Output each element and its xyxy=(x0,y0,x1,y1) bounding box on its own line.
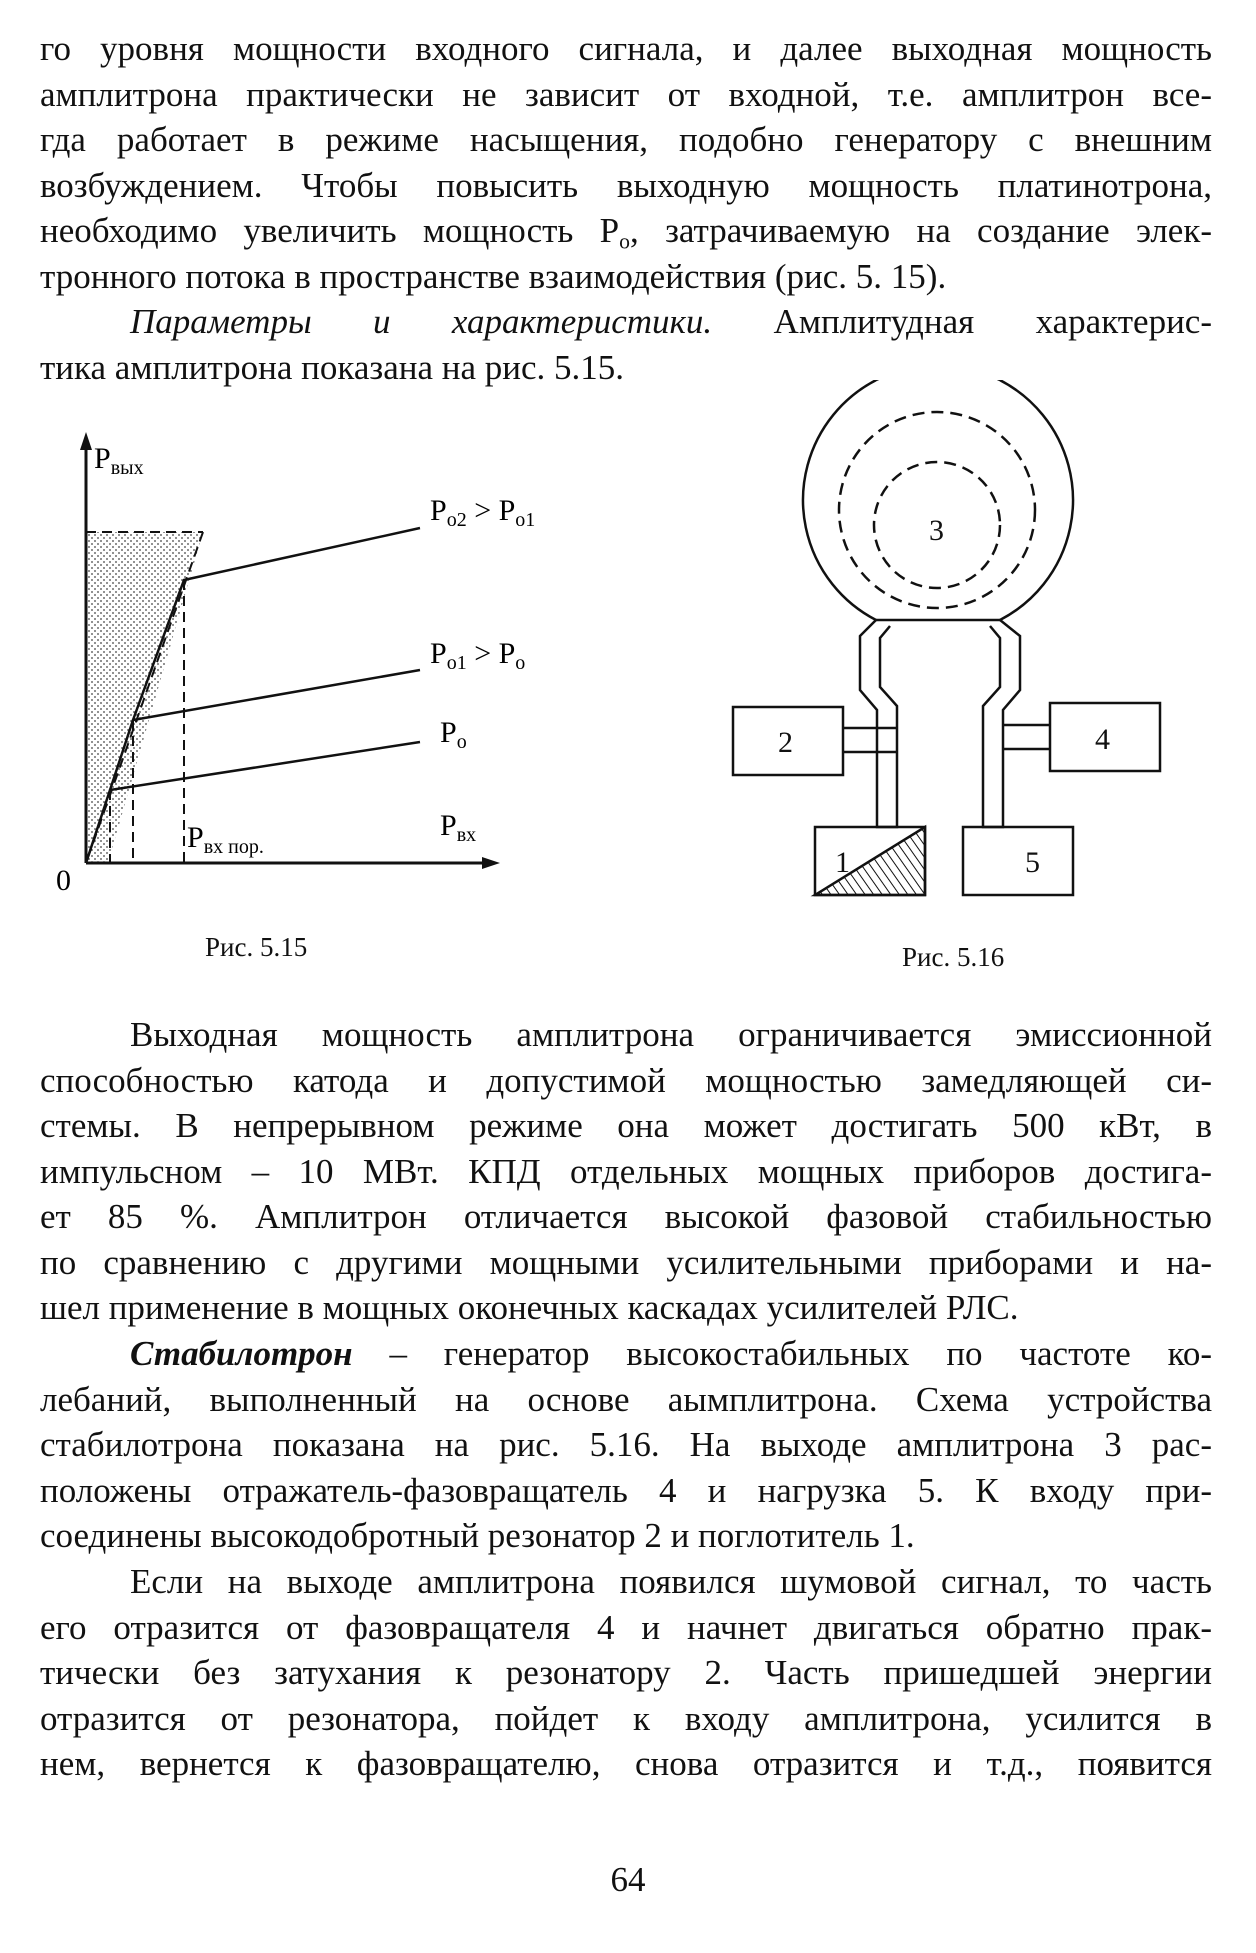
text-line: го уровня мощности входного сигнала, и далее выходная мощность xyxy=(40,29,1212,68)
text-line: соединены высокодобротный резонатор 2 и поглотитель 1. xyxy=(40,1516,915,1555)
text-line: Если на выходе амплитрона появился шумовой сигнал, то часть xyxy=(130,1562,1212,1601)
figure-5-16 xyxy=(733,380,1160,895)
label-4: 4 xyxy=(1095,723,1110,756)
dashed-circle-outer xyxy=(839,412,1035,608)
label-2: 2 xyxy=(778,726,793,759)
text-line: шел применение в мощных оконечных каскадах усилителей РЛС. xyxy=(40,1288,1019,1327)
origin-label: 0 xyxy=(56,864,71,897)
label-1: 1 xyxy=(835,846,850,879)
label-3: 3 xyxy=(929,514,944,547)
text-line xyxy=(40,299,1212,345)
text-fragment: , затрачиваемую на создание элек- xyxy=(630,211,1212,250)
paragraph-3 xyxy=(40,1012,1212,1331)
text-fragment: – генератор высокостабильных по частоте ко- xyxy=(352,1334,1212,1373)
figure-5-15 xyxy=(56,432,535,897)
text-line: гда работает в режиме насыщения, подобно генератору с внешним xyxy=(40,120,1212,159)
x-axis-arrow xyxy=(482,857,500,869)
figure-caption-5-15: Рис. 5.15 xyxy=(205,932,308,962)
block-5 xyxy=(963,827,1073,895)
text-line: тронного потока в пространстве взаимодействия (рис. 5. 15). xyxy=(40,256,947,296)
paragraph-4 xyxy=(40,1331,1212,1559)
curve-label-po: $P_o$ xyxy=(440,716,467,753)
text-line: импульсном – 10 МВт. КПД отдельных мощных приборов достига- xyxy=(40,1151,1212,1191)
curve-label-po2: $P_{o2} > P_{o1}$ xyxy=(430,494,536,531)
label-5: 5 xyxy=(1025,846,1040,879)
text-line xyxy=(40,1331,1212,1377)
figure-caption-5-16: Рис. 5.16 xyxy=(902,942,1005,972)
text-line: нем, вернется к фазовращателю, снова отразится и т.д., появится xyxy=(40,1744,1212,1783)
text-line: способностью катода и допустимой мощностью замедляющей си- xyxy=(40,1060,1212,1100)
text-fragment: необходимо увеличить мощность P xyxy=(40,211,620,250)
bold-term: Стабилотрон xyxy=(130,1334,353,1373)
text-line: лебаний, выполненный на основе аымплитрона. Схема устройства xyxy=(40,1379,1212,1419)
x-axis-label: $P_{вх}$ xyxy=(440,809,477,846)
text-line: его отразится от фазовращателя 4 и начнет двигаться обратно прак- xyxy=(40,1607,1212,1647)
figures-area xyxy=(0,380,1256,980)
threshold-label: $P_{вх пор.}$ xyxy=(187,821,264,858)
text-line: отразится от резонатора, пойдет к входу амплитрона, усилится в xyxy=(40,1698,1212,1738)
text-line: тика амплитрона показана на рис. 5.15. xyxy=(40,347,625,387)
text-line: ет 85 %. Амплитрон отличается высокой фазовой стабильностью xyxy=(40,1197,1212,1236)
text-line: тически без затухания к резонатору 2. Часть пришедшей энергии xyxy=(40,1653,1212,1692)
text-line: по сравнению с другими мощными усилительными приборами и на- xyxy=(40,1242,1212,1282)
subscript: o xyxy=(619,229,630,254)
paragraph-1 xyxy=(40,26,1212,299)
figure-5-16-labels xyxy=(778,514,1110,879)
curve-label-po1: $P_{o1} > P_o$ xyxy=(430,637,526,674)
text-fragment: Амплитудная характерис- xyxy=(712,302,1212,341)
paragraph-2 xyxy=(40,299,1212,390)
page-number: 64 xyxy=(610,1860,646,1899)
text-line: возбуждением. Чтобы повысить выходную мощность платинотрона, xyxy=(40,165,1212,205)
text-line: стемы. В непрерывном режиме она может достигать 500 кВт, в xyxy=(40,1106,1212,1145)
text-line xyxy=(40,208,1212,254)
italic-heading: Параметры и характеристики. xyxy=(130,302,713,341)
paragraph-5 xyxy=(40,1559,1212,1787)
text-line: положены отражатель-фазовращатель 4 и нагрузка 5. К входу при- xyxy=(40,1470,1212,1510)
text-line: стабилотрона показана на рис. 5.16. На выходе амплитрона 3 рас- xyxy=(40,1425,1212,1464)
figures-svg xyxy=(0,380,1256,980)
text-line: амплитрона практически не зависит от входной, т.е. амплитрон все- xyxy=(40,74,1212,114)
text-line: Выходная мощность амплитрона ограничивается эмиссионной xyxy=(130,1015,1212,1054)
y-axis-label: $P_{вых}$ xyxy=(94,442,144,479)
absorber-hatch xyxy=(815,827,925,895)
y-axis-arrow xyxy=(80,432,92,450)
